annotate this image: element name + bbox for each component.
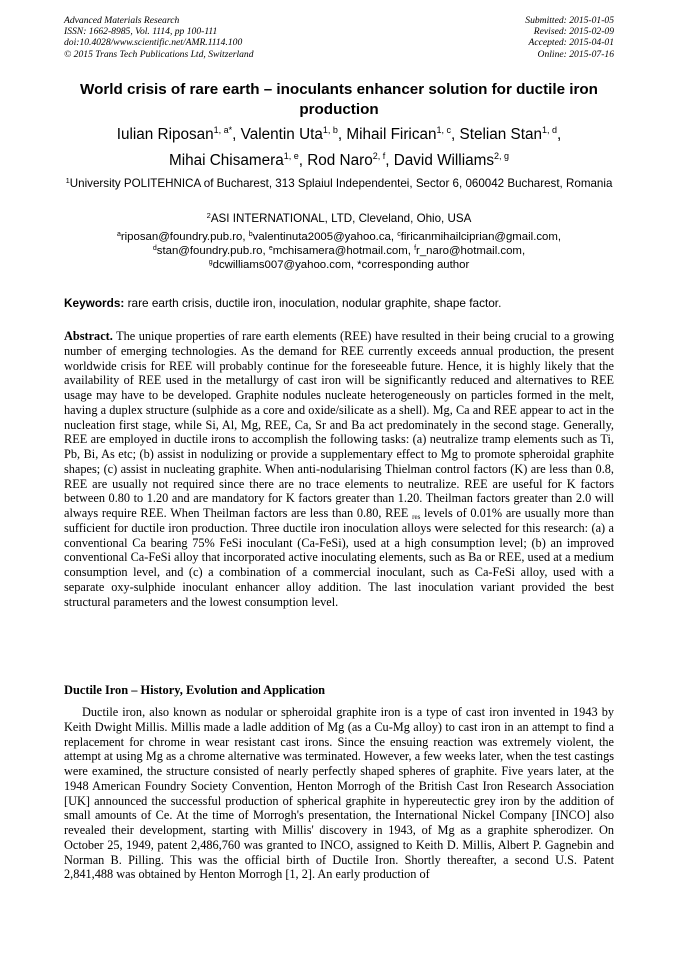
- date-accepted: Accepted: 2015-04-01: [528, 37, 614, 49]
- section-heading: Ductile Iron – History, Evolution and Application: [64, 683, 326, 697]
- author: Valentin Uta$^{1, b}$,: [240, 125, 347, 143]
- paper-title: World crisis of rare earth – inoculants enhancer solution for ductile iron production: [80, 81, 598, 118]
- journal-copyright: © 2015 Trans Tech Publications Ltd, Switzerland: [64, 48, 254, 60]
- author: Stelian Stan$^{1, d}$,: [459, 125, 562, 143]
- email: $^d$stan@foundry.pub.ro,: [152, 245, 269, 257]
- author-emails: [56, 230, 622, 272]
- email: $^a$riposan@foundry.pub.ro,: [116, 231, 249, 243]
- abstract: Abstract. The unique properties of rare earth elements (REE) have resulted in their being crucial to a growing number of emerging technologies. As the demand for REE currently exceeds annual production, the present worldwide crisis for REE will probably continue for the foreseeable future. Hence, it is highly likely that the availability of REE used in the metallurgy of cast iron will be significantly reduced and alternatives to REE usage may have to be developed. Graphite nodules nucleate heterogeneously on particles formed in the melt, having a duplex structure (sulphide as a core and oxide/silicate as a shell). Mg, Ca and REE appear to act in the nucleation first stage, while Si, Al, Mg, REE, Ca, Sr and Ba act predominately in the second stage. Generally, REE are employed in ductile irons to accomplish the following tasks: (a) neutralize tramp elements such as Ti, Pb, Bi, As etc; (b) assist in nodulizing or provide a supplementary effect to Mg to promote spheroidal graphite shapes; (c) assist in nucleating graphite. When anti-nodularising Thielman control factors (K) are less than 0.8, REE are usually not required since there are no trace elements to neutralize. REE are useful for K factors between 0.80 to 1.20 and are mandatory for K factors greater than 1.20. Theilman factors greater than 2.0 will always require REE. When Theilman factors are less than 0.80, REE $_{res}$ levels of 0.01% are usually more than sufficient for ductile iron production. Three ductile iron inoculation alloys were selected for this research: (a) a conventional Ca bearing 75% FeSi inoculant (Ca-FeSi), used at a high consumption level; (b) an improved conventional Ca-FeSi alloy that incorporated active inoculating elements, such as Ba or REE, used at a medium consumption level, and (c) a combination of a commercial inoculant, such as Ca-FeSi alloy, used with a separate oxy-sulphide inoculant enhancer alloy addition. The last inoculation variant provided the best structural parameters and the lowest consumption level.: [64, 329, 615, 609]
- keywords-label: Keywords:: [64, 296, 125, 310]
- author: Rod Naro$^{2, f}$,: [307, 151, 394, 169]
- submission-dates: [525, 15, 614, 60]
- date-revised: Revised: 2015-02-09: [533, 26, 614, 38]
- email: $^b$valentinuta2005@yahoo.ca,: [248, 231, 398, 243]
- abstract-label: Abstract.: [64, 329, 113, 343]
- author: Mihail Firican$^{1, c}$,: [346, 125, 460, 143]
- email: $^e$mchisamera@hotmail.com,: [268, 245, 415, 257]
- author: Mihai Chisamera$^{1, e}$,: [168, 151, 308, 169]
- journal-issn: ISSN: 1662-8985, Vol. 1114, pp 100-111: [64, 26, 218, 38]
- author: Iulian Riposan$^{1, a*}$,: [116, 125, 241, 143]
- journal-info: [64, 15, 254, 60]
- journal-doi: doi:10.4028/www.scientific.net/AMR.1114.100: [64, 37, 243, 49]
- keywords-text: rare earth crisis, ductile iron, inoculation, nodular graphite, shape factor.: [127, 296, 502, 310]
- date-online: Online: 2015-07-16: [537, 48, 614, 60]
- date-submitted: Submitted: 2015-01-05: [525, 15, 614, 26]
- email: $^c$firicanmihailciprian@gmail.com,: [397, 231, 562, 243]
- author: David Williams$^{2, g}$: [393, 151, 510, 169]
- corresponding-note: *corresponding author: [357, 259, 470, 271]
- email: $^f$r_naro@hotmail.com,: [414, 245, 526, 257]
- email: $^g$dcwilliams007@yahoo.com,: [208, 259, 358, 271]
- journal-name: Advanced Materials Research: [64, 15, 180, 26]
- keywords: [64, 296, 624, 310]
- affiliation-1: $^1$University POLITEHNICA of Bucharest, 313 Splaiul Independentei, Sector 6, 060042 Bucharest, Romania: [65, 176, 613, 190]
- affiliation-2: $^2$ASI INTERNATIONAL, LTD, Cleveland, Ohio, USA: [206, 211, 472, 225]
- author-list: [40, 122, 638, 174]
- body-paragraph: Ductile iron, also known as nodular or spheroidal graphite iron is a type of cast iron invented in 1943 by Keith Dwight Millis. Millis made a ladle addition of Mg (as a Cu-Mg alloy) to cast iron in an attempt to find a replacement for chrome in wear resistant cast irons. Since the ensuing reaction was extremely violent, the attempt at using Mg as a chrome alternative was terminated. However, a few weeks later, when the test castings were examined, the structure consisted of nearly perfectly shaped spheres of graphite. Five years later, at the 1948 American Foundry Society Convention, Henton Morrogh of the British Cast Iron Research Association [UK] announced the successful production of spherical graphite in hypereutectic grey iron by the addition of small amounts of Ce. At the time of Morrogh's presentation, the International Nickel Company [INCO] also revealed their development, starting with Millis' discovery in 1943, of Mg as a graphite spherodizer. On October 25, 1949, patent 2,486,760 was granted to INCO, assigned to Keith D. Millis, Albert P. Gagnebin and Norman B. Pilling. This was the official birth of Ductile Iron. Shortly thereafter, a second U.S. Patent 2,841,488 was obtained by Henton Morrogh [1, 2]. An early production of: [64, 705, 614, 882]
